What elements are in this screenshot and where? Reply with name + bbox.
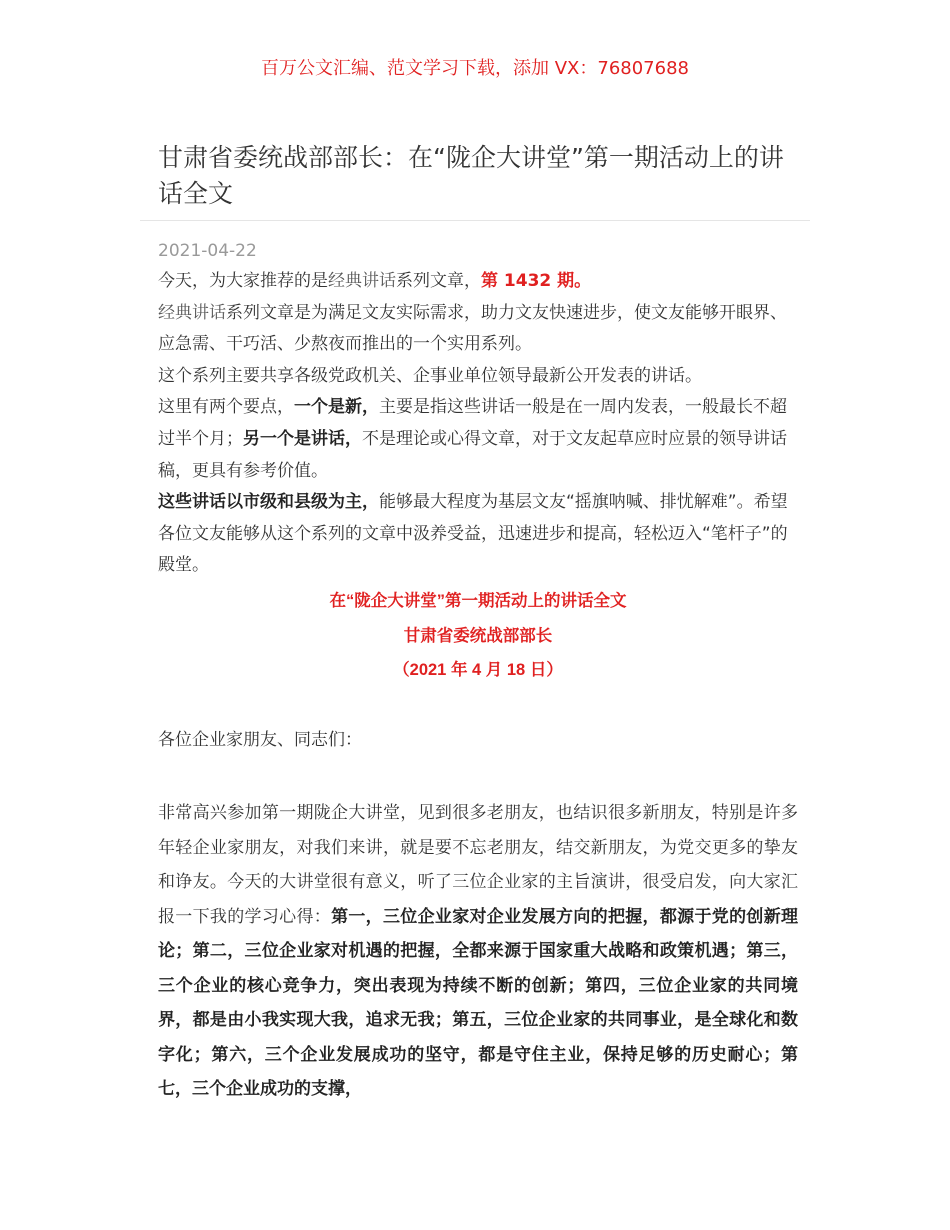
- series-name: 经典讲话: [328, 271, 396, 291]
- series-intro: [158, 266, 798, 582]
- key-point-level: 这些讲话以市级和县级为主，: [158, 492, 379, 513]
- intro-line-1: [158, 266, 798, 298]
- publish-date: 2021-04-22: [158, 241, 257, 261]
- intro-line-2: [158, 298, 798, 361]
- key-point-new: 一个是新，: [294, 397, 379, 418]
- speech-greeting: 各位企业家朋友、同志们：: [158, 730, 362, 750]
- intro-text: 系列文章是为满足文友实际需求，助力文友快速进步，使文友能够开眼界、应急需、干巧活、少熬夜而推出的一个实用系列。: [158, 302, 787, 355]
- article-title: 甘肃省委统战部部长：在“陇企大讲堂”第一期活动上的讲话全文: [158, 143, 784, 208]
- paragraph-text: 非常高兴参加第一期陇企大讲堂，见到很多老朋友，也结识很多新朋友，特别是许多年轻企业家朋友，对我们来讲，就是要不忘老朋友，结交新朋友，为党交更多的挚友和诤友。今天的大讲堂很有意义，听了三位企业家的主旨演讲，很受启发，向大家汇报一下我的学习心得：: [158, 803, 798, 927]
- key-point-speech: 另一个是讲话，: [243, 428, 362, 449]
- intro-text: 系列文章，: [396, 271, 481, 291]
- speech-date: （2021 年 4 月 18 日）: [393, 661, 563, 679]
- intro-text: 不是理论或心得文章，对于文友起草应时应景的领导讲话稿，更具有参考价值。: [158, 428, 787, 481]
- promo-banner: 百万公文汇编、范文学习下载，添加 VX：76807688: [261, 58, 689, 79]
- series-name: 经典讲话: [158, 302, 226, 323]
- intro-line-5: [158, 487, 798, 582]
- intro-text: 这里有两个要点，: [158, 397, 294, 418]
- issue-number: 第 1432 期。: [481, 271, 592, 291]
- intro-line-4: [158, 392, 798, 487]
- paragraph-key-points: 第一，三位企业家对企业发展方向的把握，都源于党的创新理论；第二，三位企业家对机遇的把握，全都来源于国家重大战略和政策机遇；第三，三个企业的核心竞争力，突出表现为持续不断的创新；第四，三位企业家的共同境界，都是由小我实现大我，追求无我；第五，三位企业家的共同事业，是全球化和数字化；第六，三个企业发展成功的坚守，都是守住主业，保持足够的历史耐心；第七，三个企业成功的支撑，: [158, 906, 799, 1099]
- intro-text: 主要是指这些讲话一般是在一周内发表，一般最长不超过半个月；: [158, 397, 787, 449]
- intro-text: 今天，为大家推荐的是: [158, 271, 328, 291]
- speech-title: 在“陇企大讲堂”第一期活动上的讲话全文: [329, 592, 627, 610]
- intro-line-3: 这个系列主要共享各级党政机关、企事业单位领导最新公开发表的讲话。: [158, 365, 702, 386]
- intro-text: 能够最大程度为基层文友“摇旗呐喊、排忧解难”。希望各位文友能够从这个系列的文章中汲养受益，迅速进步和提高，轻松迈入“笔杆子”的殿堂。: [158, 492, 788, 576]
- title-divider: [140, 220, 810, 221]
- speech-paragraph: [158, 796, 798, 1107]
- speech-speaker: 甘肃省委统战部部长: [403, 627, 553, 645]
